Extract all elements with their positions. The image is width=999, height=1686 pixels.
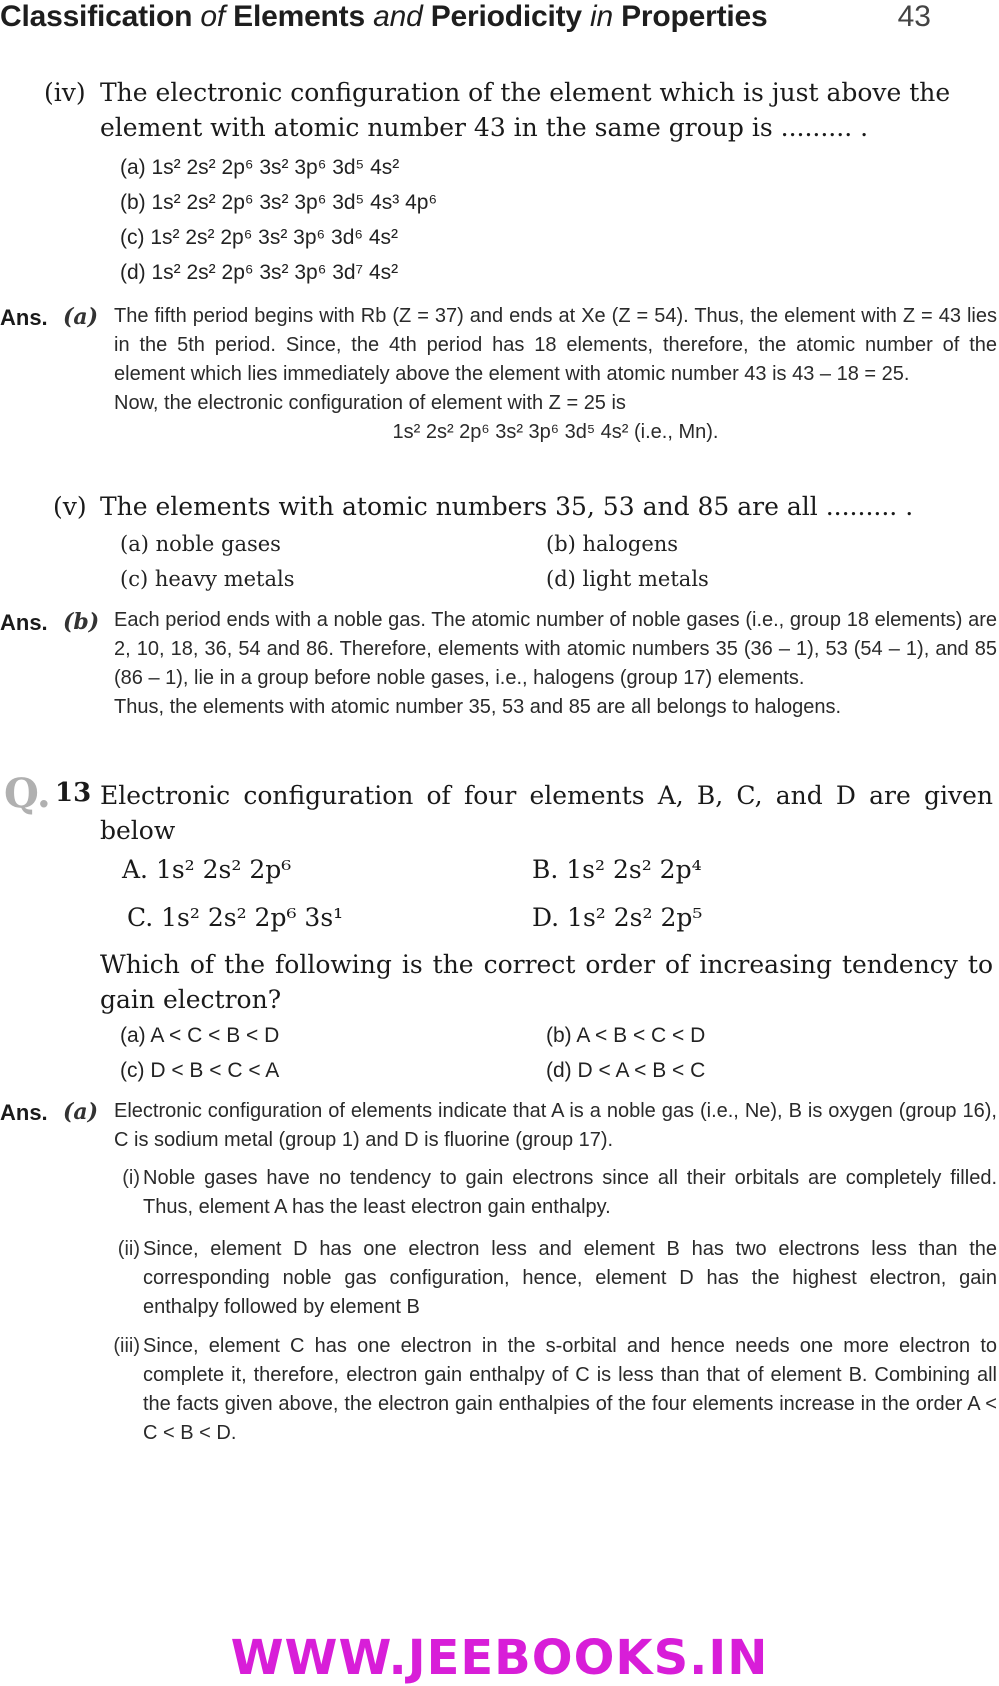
option-13-a: (a) A < C < B < D [120,1024,280,1047]
question-iv [44,75,993,145]
question-number: 13 [55,778,92,808]
option-13-c: (c) D < B < C < A [120,1059,280,1082]
question-v [53,489,993,524]
answer-point-ii [100,1235,997,1322]
option-iv-a: (a) 1s² 2s² 2p⁶ 3s² 3p⁶ 3d⁵ 4s² [120,156,400,179]
point-number: (i) [122,1167,140,1189]
answer-letter: (b) [63,609,100,635]
answer-v-body [114,606,997,722]
question-iv-number: (iv) [44,78,86,107]
question-v-text: The elements with atomic numbers 35, 53 and 85 are all ......... . [100,492,914,521]
point-number: (iii) [113,1335,140,1357]
option-iv-c: (c) 1s² 2s² 2p⁶ 3s² 3p⁶ 3d⁶ 4s² [120,226,399,249]
question-13-prompt: Which of the following is the correct order of increasing tendency to gain electron? [100,950,993,1014]
answer-label: Ans. [0,610,48,635]
answer-iv-para2: Now, the electronic configuration of element with Z = 25 is [114,392,626,414]
answer-label: Ans. [0,1100,48,1125]
question-iv-text: The electronic configuration of the element which is just above the element with atomic number 43 in the same group is ......... . [100,78,951,142]
config-b: B. 1s² 2s² 2p⁴ [532,855,702,884]
config-c: C. 1s² 2s² 2p⁶ 3s¹ [127,903,344,932]
answer-iv-para1: The fifth period begins with Rb (Z = 37) and ends at Xe (Z = 54). Thus, the element with Z = 43 lies in the 5th period. Since, the 4th period has 18 elements, therefore, the atomic number of the element which lies immediately above the element with atomic number 43 is 43 – 18 = 25. [114,305,997,385]
option-13-d: (d) D < A < B < C [546,1059,706,1082]
option-v-d: (d) light metals [546,567,709,591]
answer-v-para1: Each period ends with a noble gas. The atomic number of noble gases (i.e., group 18 elements) are 2, 10, 18, 36, 54 and 86. Therefore, elements with atomic numbers 35 (36 – 1), 53 (54 – 1), and 85 (86 – 1), lie in a group before noble gases, i.e., halogens (group 17) elements. [114,609,997,689]
question-v-number: (v) [53,492,87,521]
answer-iv-body [114,302,997,447]
config-a: A. 1s² 2s² 2p⁶ [122,855,292,884]
answer-point-iii [100,1332,997,1448]
option-v-b: (b) halogens [546,532,679,556]
option-v-c: (c) heavy metals [120,567,295,591]
config-d: D. 1s² 2s² 2p⁵ [532,903,703,932]
option-iv-b: (b) 1s² 2s² 2p⁶ 3s² 3p⁶ 3d⁵ 4s³ 4p⁶ [120,191,438,214]
page-number: 43 [897,0,931,33]
answer-letter: (a) [63,304,99,330]
question-13-text: Electronic configuration of four elements A, B, C, and D are given below [100,781,993,845]
option-iv-d: (d) 1s² 2s² 2p⁶ 3s² 3p⁶ 3d⁷ 4s² [120,261,399,284]
point-number: (ii) [117,1238,140,1260]
answer-label: Ans. [0,305,48,330]
answer-letter: (a) [63,1099,99,1125]
option-v-a: (a) noble gases [120,532,281,556]
answer-v-para2: Thus, the elements with atomic number 35, 53 and 85 are all belongs to halogens. [114,696,842,718]
footer-website-link[interactable]: WWW.JEEBOOKS.IN [230,1630,769,1686]
answer-13-intro: Electronic configuration of elements indicate that A is a noble gas (i.e., Ne), B is oxygen (group 16), C is sodium metal (group 1) and D is fluorine (group 17). [114,1100,997,1151]
point-text: Since, element D has one electron less and element B has two electrons less than the corresponding noble gas configuration, hence, element D has the highest electron, gain enthalpy followed by element B [143,1238,997,1318]
option-13-b: (b) A < B < C < D [546,1024,706,1047]
question-mark: Q. [4,770,51,817]
point-text: Noble gases have no tendency to gain electrons since all their orbitals are completely filled. Thus, element A has the least electron gain enthalpy. [143,1167,997,1218]
point-text: Since, element C has one electron in the s-orbital and hence needs one more electron to complete it, therefore, electron gain enthalpy of C is less than that of element B. Combining all the facts given above, the electron gain enthalpies of the four elements increase in the order A < C < B < D. [143,1335,997,1444]
answer-point-i [100,1164,997,1222]
page-title: Classification of Elements and Periodicity in Properties [0,0,768,33]
answer-iv-config: 1s² 2s² 2p⁶ 3s² 3p⁶ 3d⁵ 4s² (i.e., Mn). [392,421,719,443]
